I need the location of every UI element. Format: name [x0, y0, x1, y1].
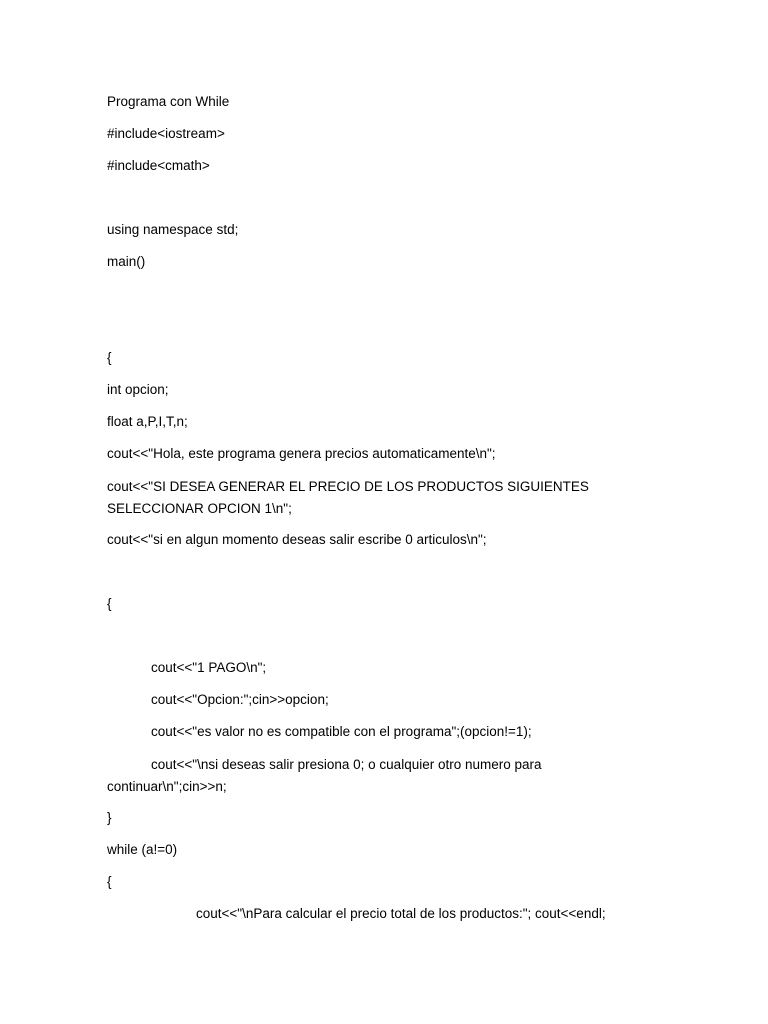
code-line: cout<<"es valor no es compatible con el programa";(opcion!=1);: [151, 724, 532, 739]
code-line: cout<<"SI DESEA GENERAR EL PRECIO DE LOS PRODUCTOS SIGUIENTES SELECCIONAR OPCION 1\n";: [107, 479, 589, 516]
code-line: main(): [107, 254, 146, 269]
code-line: cout<<"\nPara calcular el precio total de los productos:"; cout<<endl;: [196, 906, 606, 921]
code-line: int opcion;: [107, 382, 169, 397]
code-line: while (a!=0): [107, 842, 178, 857]
code-line: {: [107, 596, 112, 611]
code-line: using namespace std;: [107, 222, 239, 237]
code-line: cout<<"Opcion:";cin>>opcion;: [151, 692, 329, 707]
document-title: Programa con While: [107, 94, 230, 109]
code-line: #include<iostream>: [107, 126, 225, 141]
code-line: #include<cmath>: [107, 158, 210, 173]
code-line: cout<<"Hola, este programa genera precios automaticamente\n";: [107, 446, 496, 461]
code-line: }: [107, 810, 112, 825]
code-line: cout<<"si en algun momento deseas salir escribe 0 articulos\n";: [107, 532, 487, 547]
code-line: cout<<"\nsi deseas salir presiona 0; o cualquier otro numero para continuar\n";cin>>n;: [107, 757, 542, 794]
code-line: cout<<"1 PAGO\n";: [151, 660, 267, 675]
code-line: {: [107, 874, 112, 889]
code-line: {: [107, 350, 112, 365]
code-line: float a,P,I,T,n;: [107, 414, 188, 429]
